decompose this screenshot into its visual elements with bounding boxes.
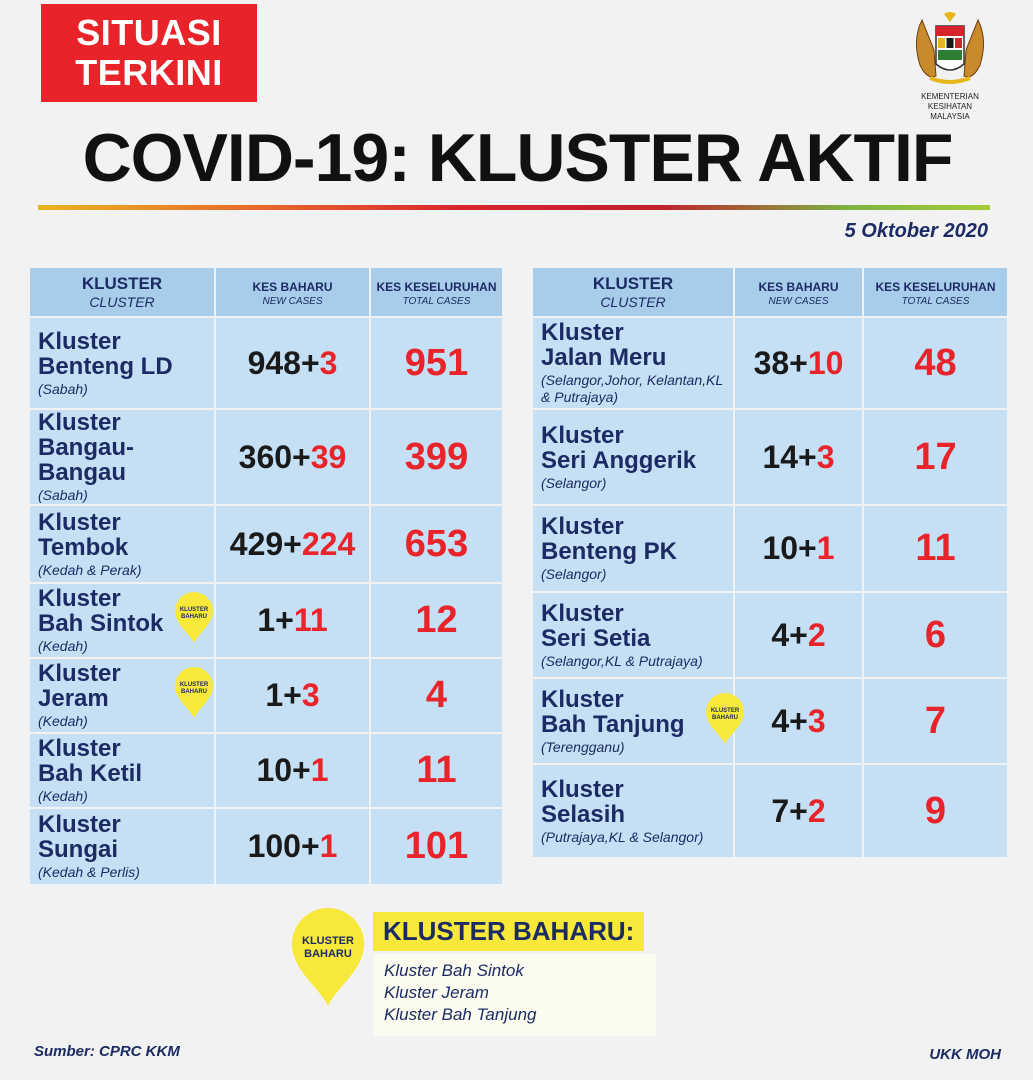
right-cluster-table xyxy=(531,266,1009,859)
new-cases-value: 3 xyxy=(807,702,826,739)
cluster-name-line-2: Benteng PK xyxy=(541,538,678,565)
new-cases-cell xyxy=(216,809,369,884)
cluster-name-line-1: Kluster xyxy=(541,421,624,449)
total-cases-value: 4 xyxy=(371,659,502,732)
new-cases-value: 2 xyxy=(807,792,826,829)
cluster-region: (Kedah & Perak) xyxy=(38,561,142,578)
cluster-name-line-2: Selasih xyxy=(541,800,626,828)
total-cases-value: 951 xyxy=(371,318,502,408)
kluster-baharu-pin-icon xyxy=(705,693,745,745)
page-title: COVID-19: KLUSTER AKTIF xyxy=(82,120,953,196)
cluster-region: (Selangor,Johor, Kelantan,KL & Putrajaya) xyxy=(541,372,723,405)
cluster-name-cell xyxy=(30,506,214,582)
cluster-name-cell xyxy=(533,765,733,857)
new-cases-cell xyxy=(216,659,369,732)
total-cases-value: 48 xyxy=(864,318,1007,408)
new-cases-value: 3 xyxy=(301,677,320,713)
prior-cases-value: 1+ xyxy=(257,602,294,638)
kluster-baharu-pin-icon xyxy=(290,908,366,1008)
cluster-name-line-1: Kluster xyxy=(541,599,624,627)
cluster-name-line-1: Kluster xyxy=(541,685,624,713)
prior-cases-value: 7+ xyxy=(771,792,808,829)
cluster-name-cell xyxy=(533,318,733,408)
cluster-region: (Putrajaya,KL & Selangor) xyxy=(541,828,704,845)
cluster-region: (Sabah) xyxy=(38,380,88,397)
badge-line-1: SITUASI xyxy=(76,12,222,53)
prior-cases-value: 4+ xyxy=(771,702,808,739)
cluster-name-line-1: Kluster xyxy=(541,319,624,346)
total-cases-value: 12 xyxy=(371,584,502,657)
title-underline xyxy=(38,205,990,210)
column-header-new-cases: KES BAHARU NEW CASES xyxy=(216,268,369,316)
table-row xyxy=(30,809,502,884)
total-cases-value: 6 xyxy=(864,593,1007,677)
new-cases-value: 224 xyxy=(301,525,356,562)
prior-cases-value: 10+ xyxy=(762,530,817,566)
kluster-baharu-pin-icon xyxy=(174,592,214,644)
cluster-name-cell xyxy=(30,584,214,657)
table-row xyxy=(30,584,502,657)
table-row xyxy=(30,734,502,807)
table-row xyxy=(533,679,1007,763)
new-cases-value: 11 xyxy=(293,602,328,638)
coat-of-arms-icon xyxy=(902,10,998,90)
cluster-name-line-1: Kluster xyxy=(38,409,121,436)
prior-cases-value: 429+ xyxy=(229,525,302,562)
prior-cases-value: 1+ xyxy=(265,677,302,713)
total-cases-value: 11 xyxy=(864,506,1007,591)
cluster-name-cell xyxy=(30,318,214,408)
pin-label-line-2: BAHARU xyxy=(181,689,207,695)
pin-label-line-1: KLUSTER xyxy=(179,682,209,688)
prior-cases-value: 360+ xyxy=(238,438,311,475)
prior-cases-value: 10+ xyxy=(256,752,311,788)
cluster-region: (Selangor) xyxy=(541,566,607,582)
prior-cases-value: 38+ xyxy=(753,344,808,381)
new-cases-cell xyxy=(216,734,369,807)
total-cases-value: 653 xyxy=(371,506,502,582)
badge-line-2: TERKINI xyxy=(75,52,223,93)
new-cases-value: 1 xyxy=(816,530,835,566)
legend-item: Kluster Jeram xyxy=(384,983,489,1002)
cluster-region: (Kedah & Perlis) xyxy=(38,864,140,880)
cluster-name-cell xyxy=(533,410,733,504)
legend-item: Kluster Bah Tanjung xyxy=(384,1005,537,1024)
new-cases-cell xyxy=(735,765,862,857)
new-cases-value: 39 xyxy=(310,438,347,475)
legend-item: Kluster Bah Sintok xyxy=(384,961,524,980)
new-cases-value: 10 xyxy=(807,344,844,381)
prior-cases-value: 14+ xyxy=(762,438,817,475)
new-cases-cell xyxy=(216,584,369,657)
ministry-name-line-1: KEMENTERIAN KESIHATAN xyxy=(921,92,979,111)
cluster-name-cell xyxy=(30,734,214,807)
cluster-name-line-1: Kluster xyxy=(38,811,121,838)
cluster-region: (Terengganu) xyxy=(541,738,625,755)
cluster-name-line-2: Seri Anggerik xyxy=(541,446,697,474)
cluster-region: (Selangor) xyxy=(541,474,607,491)
table-header-row xyxy=(30,268,502,316)
pin-label-line-2: BAHARU xyxy=(304,948,352,960)
column-header-total-cases: KES KESELURUHAN TOTAL CASES xyxy=(371,268,502,316)
table-row xyxy=(533,506,1007,591)
new-cases-value: 3 xyxy=(319,344,338,381)
new-cases-cell xyxy=(216,410,369,504)
new-cases-value: 1 xyxy=(310,752,329,788)
ministry-name-line-2: MALAYSIA xyxy=(930,112,970,121)
table-row xyxy=(30,506,502,582)
cluster-name-cell xyxy=(533,506,733,591)
legend-list xyxy=(374,954,656,1036)
new-cases-cell xyxy=(216,506,369,582)
cluster-region: (Kedah) xyxy=(38,638,88,654)
total-cases-value: 101 xyxy=(371,809,502,884)
cluster-name-cell xyxy=(533,593,733,677)
cluster-name-line-2: Bangau-Bangau xyxy=(38,434,134,486)
prior-cases-value: 948+ xyxy=(247,344,320,381)
total-cases-value: 11 xyxy=(371,734,502,807)
cluster-name-line-1: Kluster xyxy=(38,585,121,612)
cluster-name-cell xyxy=(30,809,214,884)
total-cases-value: 399 xyxy=(371,410,502,504)
credit-note: UKK MOH xyxy=(929,1046,1001,1063)
total-cases-value: 7 xyxy=(864,679,1007,763)
cluster-region: (Kedah) xyxy=(38,713,88,729)
cluster-name-cell xyxy=(533,679,740,763)
table-row xyxy=(30,410,502,504)
prior-cases-value: 4+ xyxy=(771,616,808,653)
cluster-name-cell xyxy=(30,410,214,504)
cluster-name-line-1: Kluster xyxy=(541,775,624,803)
legend-title: KLUSTER BAHARU: xyxy=(373,912,644,951)
table-row xyxy=(30,318,502,408)
kluster-baharu-pin-icon xyxy=(174,667,214,719)
cluster-name-line-2: Bah Tanjung xyxy=(541,710,685,738)
cluster-region: (Kedah) xyxy=(38,788,88,804)
cluster-name-line-2: Jeram xyxy=(38,685,109,712)
column-header-cluster: KLUSTER CLUSTER xyxy=(30,268,214,316)
new-cases-value: 3 xyxy=(816,438,835,475)
new-cases-cell xyxy=(216,318,369,408)
total-cases-value: 17 xyxy=(864,410,1007,504)
cluster-name-line-1: Kluster xyxy=(38,735,121,762)
table-row xyxy=(533,410,1007,504)
cluster-name-line-2: Bah Sintok xyxy=(38,610,164,637)
prior-cases-value: 100+ xyxy=(247,828,320,864)
new-cases-cell xyxy=(735,506,862,591)
table-row xyxy=(533,765,1007,857)
cluster-name-line-2: Seri Setia xyxy=(541,624,651,652)
cluster-name-line-1: Kluster xyxy=(541,513,624,540)
cluster-region: (Sabah) xyxy=(38,487,88,503)
pin-label-line-2: BAHARU xyxy=(181,614,207,620)
cluster-name-line-2: Bah Ketil xyxy=(38,760,143,787)
new-cases-cell xyxy=(735,410,862,504)
column-header-total-cases: KES KESELURUHAN TOTAL CASES xyxy=(864,268,1007,316)
new-cases-value: 2 xyxy=(807,616,826,653)
cluster-name-line-2: Tembok xyxy=(38,533,129,561)
pin-label-line-1: KLUSTER xyxy=(179,607,209,613)
pin-label-line-1: KLUSTER xyxy=(302,935,354,947)
total-cases-value: 9 xyxy=(864,765,1007,857)
new-cases-cell xyxy=(735,679,862,763)
column-header-new-cases: KES BAHARU NEW CASES xyxy=(735,268,862,316)
table-row xyxy=(533,318,1007,408)
situasi-terkini-badge xyxy=(41,4,257,102)
cluster-region: (Selangor,KL & Putrajaya) xyxy=(541,652,703,669)
new-cases-cell xyxy=(735,318,862,408)
left-cluster-table xyxy=(28,266,504,886)
table-row xyxy=(533,593,1007,677)
table-row xyxy=(30,659,502,732)
cluster-name-line-1: Kluster xyxy=(38,508,121,536)
report-date: 5 Oktober 2020 xyxy=(844,220,988,242)
table-header-row xyxy=(533,268,1007,316)
pin-label-line-1: KLUSTER xyxy=(710,707,740,714)
cluster-name-line-2: Sungai xyxy=(38,836,119,863)
source-note: Sumber: CPRC KKM xyxy=(34,1043,180,1060)
cluster-name-line-1: Kluster xyxy=(38,327,121,355)
cluster-name-line-2: Jalan Meru xyxy=(541,344,667,371)
cluster-name-line-1: Kluster xyxy=(38,660,121,687)
new-cases-cell xyxy=(735,593,862,677)
ministry-logo xyxy=(900,10,1000,122)
pin-label-line-2: BAHARU xyxy=(712,714,738,721)
cluster-name-cell xyxy=(30,659,214,732)
column-header-cluster: KLUSTER CLUSTER xyxy=(533,268,733,316)
new-cases-value: 1 xyxy=(319,828,338,864)
cluster-name-line-2: Benteng LD xyxy=(38,352,173,380)
